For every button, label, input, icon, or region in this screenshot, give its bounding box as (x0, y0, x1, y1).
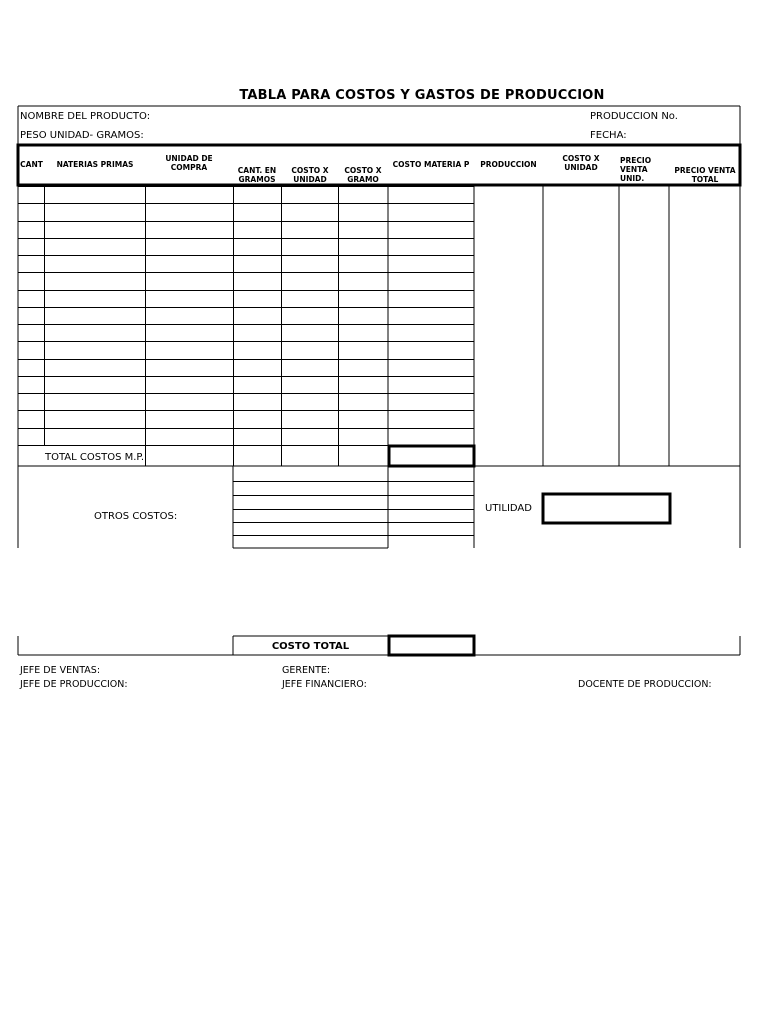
jefe-financiero-label: JEFE FINANCIERO: (282, 679, 367, 690)
total-costos-mp-label: TOTAL COSTOS M.P. (45, 452, 145, 463)
col-costo-unidad: COSTO X UNIDAD (291, 166, 329, 184)
col-costo-gramo: COSTO X GRAMO (344, 166, 382, 184)
col-cant-gramos: CANT. EN GRAMOS (237, 166, 277, 184)
col-produccion: PRODUCCION (480, 160, 537, 169)
jefe-produccion-label: JEFE DE PRODUCCION: (20, 679, 128, 690)
unit-weight-label: PESO UNIDAD- GRAMOS: (20, 130, 144, 141)
docente-produccion-label: DOCENTE DE PRODUCCION: (578, 679, 712, 690)
col-unidad-compra: UNIDAD DE COMPRA (165, 154, 213, 172)
utilidad-label: UTILIDAD (485, 503, 532, 514)
page-title: TABLA PARA COSTOS Y GASTOS DE PRODUCCION (239, 88, 605, 103)
col-precio-venta-unid: PRECIO VENTA UNID. (620, 156, 652, 183)
otros-costos-label: OTROS COSTOS: (94, 511, 178, 522)
col-precio-venta-total: PRECIO VENTA TOTAL (674, 166, 736, 184)
col-cant: CANT (20, 160, 43, 169)
jefe-ventas-label: JEFE DE VENTAS: (20, 665, 101, 676)
product-name-label: NOMBRE DEL PRODUCTO: (20, 111, 151, 122)
gerente-label: GERENTE: (282, 665, 331, 676)
date-label: FECHA: (590, 130, 627, 141)
col-materias-primas: NATERIAS PRIMAS (56, 160, 134, 169)
col-costo-x-unidad: COSTO X UNIDAD (562, 154, 600, 172)
col-costo-materia: COSTO MATERIA P (392, 160, 470, 169)
production-number-label: PRODUCCION No. (590, 111, 678, 122)
costo-total-label: COSTO TOTAL (271, 641, 350, 652)
